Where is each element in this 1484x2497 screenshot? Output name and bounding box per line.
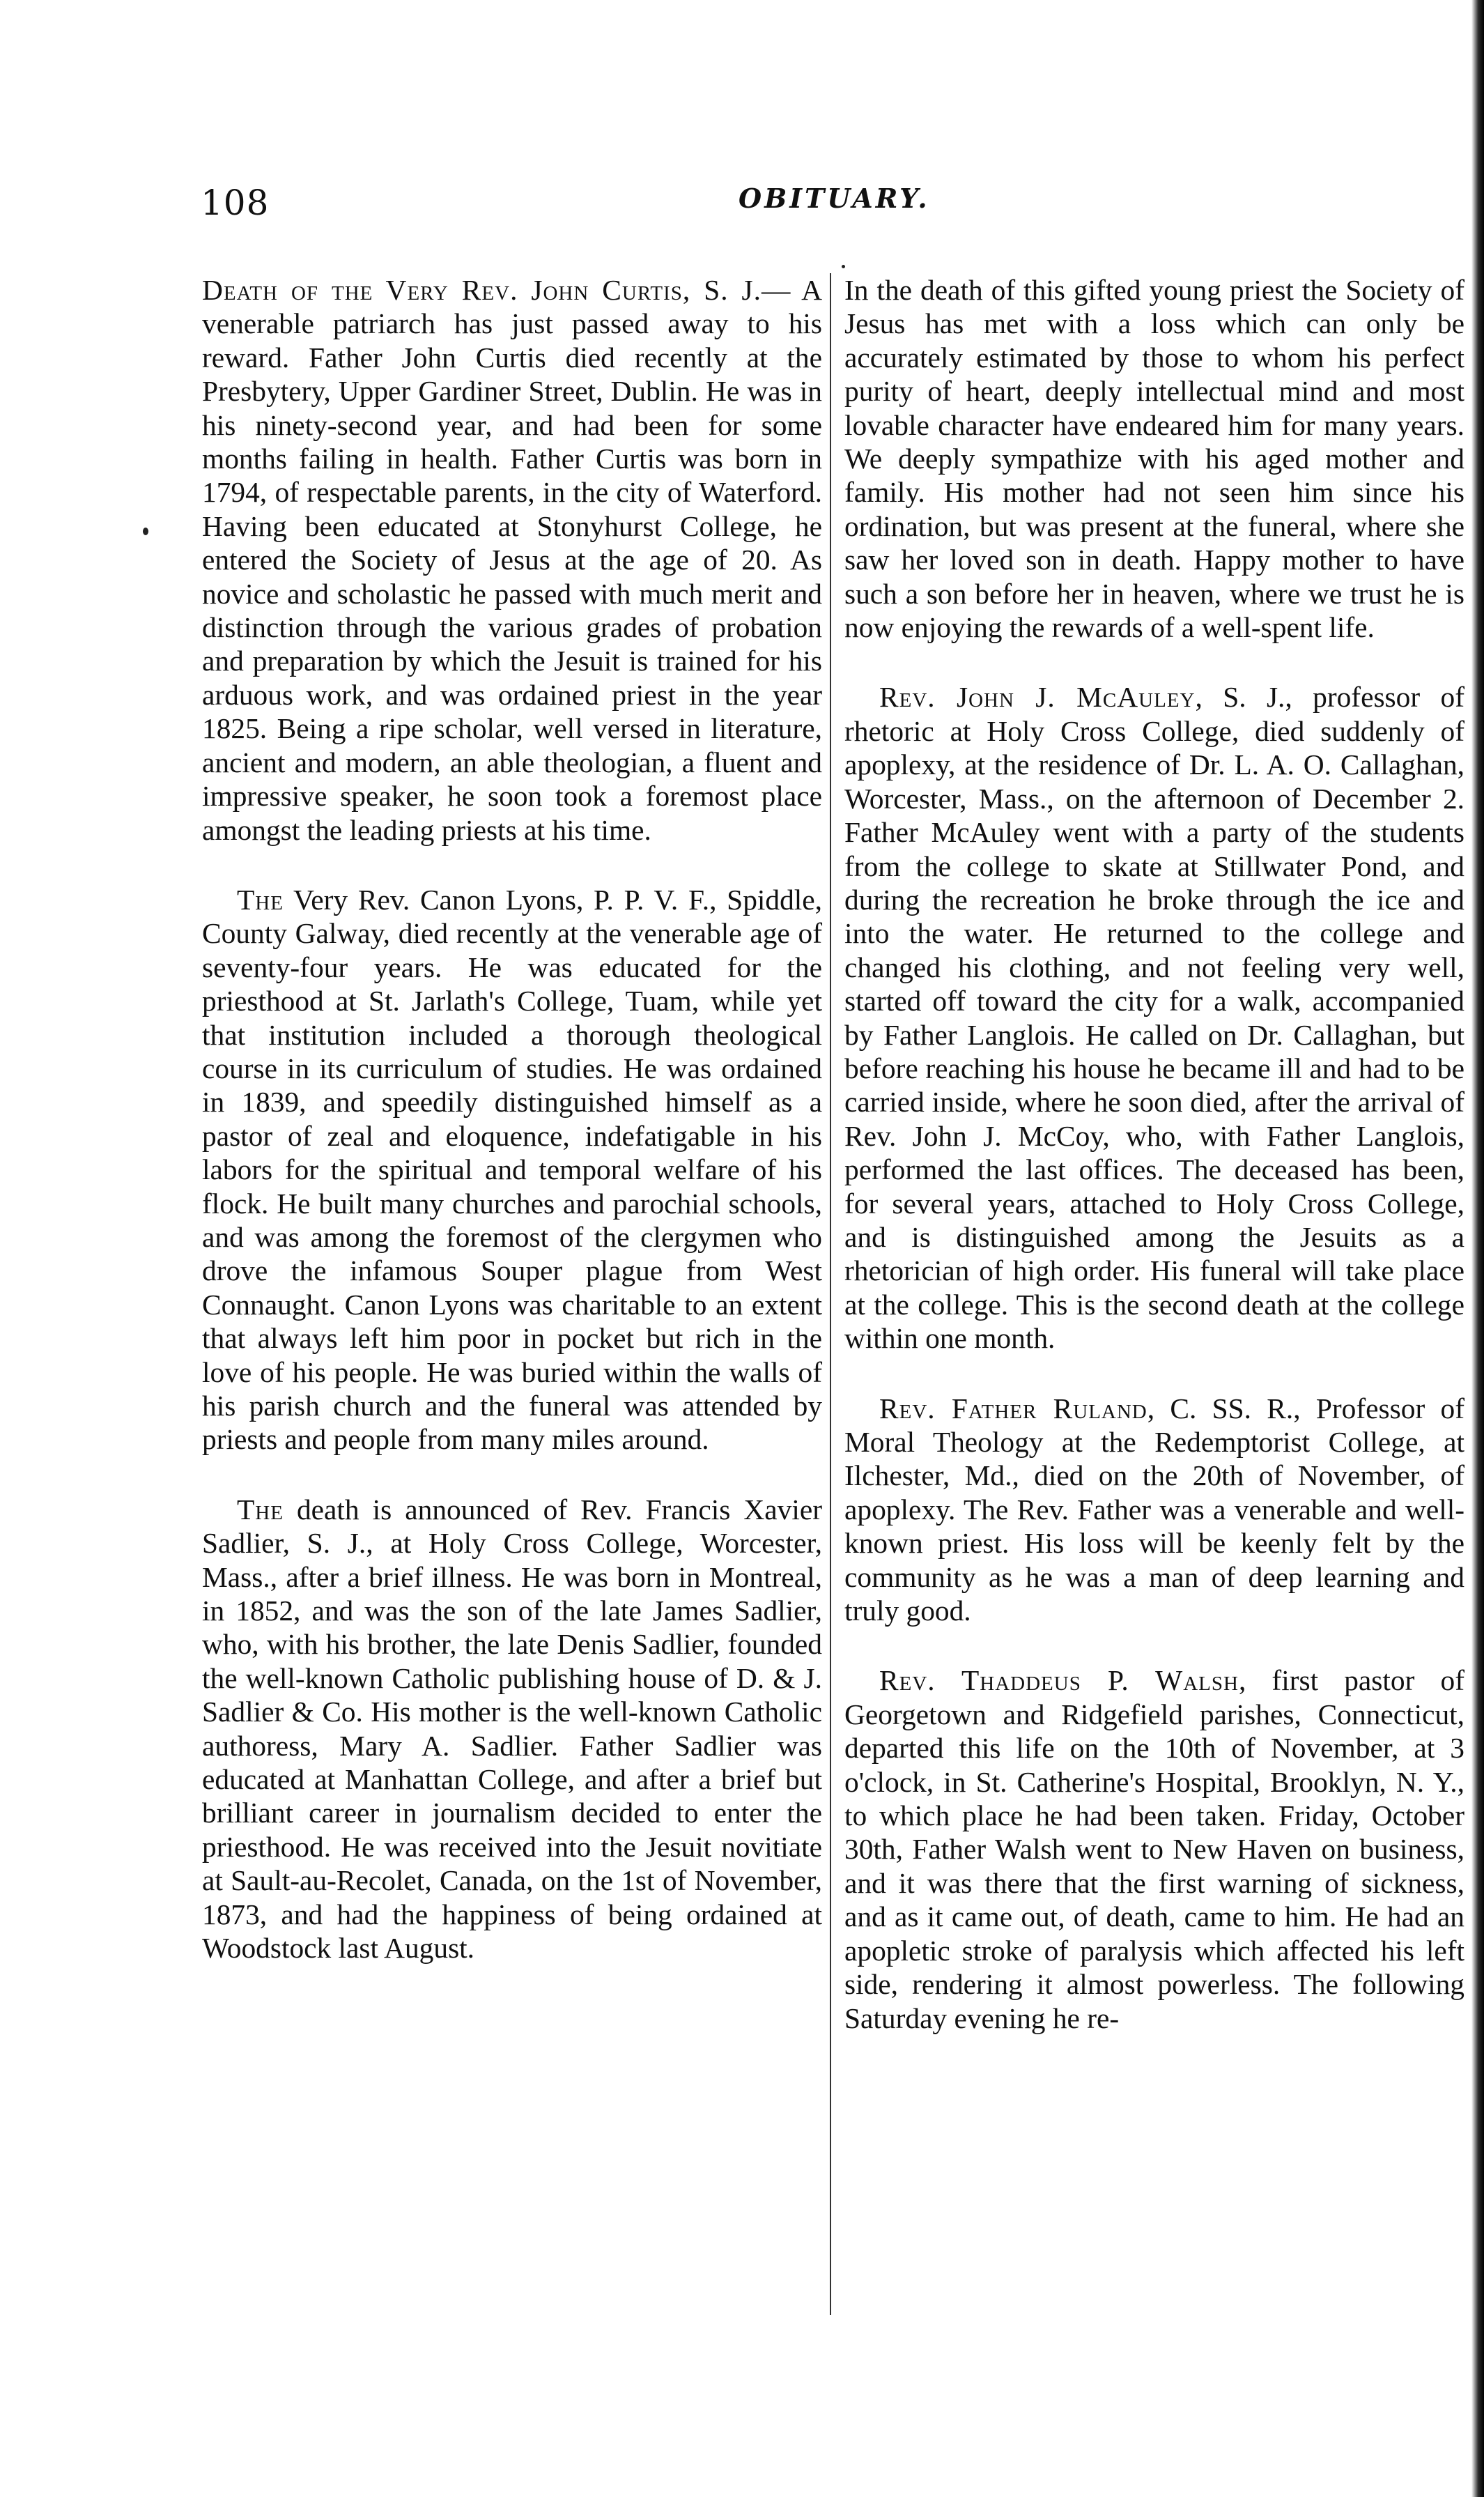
item-lead: Rev. John J. McAuley <box>879 681 1196 714</box>
right-column <box>844 273 1464 2035</box>
page-edge-shadow <box>1471 0 1484 2497</box>
item-text: , first pastor of Georgetown and Ridgefield parishes, Connecticut, departed this life on the 10th of November, at 3 o'clock, in St. Catherine's Hospital, Brooklyn, N. Y., to which place he had been taken. Friday, October 30th, Father Walsh went to New Haven on business, and it was there that the first warning of sickness, and as it came out, of death, came to him. He had an apopletic stroke of paralysis which affected his left side, rendering it almost powerless. The following Saturday evening he re- <box>844 1664 1464 2034</box>
obituary-ruland <box>844 1392 1464 1628</box>
left-column <box>202 273 822 1965</box>
running-head-title: OBITUARY. <box>739 183 930 214</box>
item-text: In the death of this gifted young priest the Society of Jesus has met with a loss which can only be accurately estimated by those to whom his perfect purity of heart, deeply intellectual mind and most lovable character have endeared him for many years. We deeply sympathize with his aged mother and family. His mother had not seen him since his ordination, but was present at the funeral, where she saw her loved son in death. Happy mother to have such a son before her in heaven, where we trust he is now enjoying the rewards of a well-spent life. <box>844 274 1464 644</box>
item-text: death is announced of Rev. Francis Xavier Sadlier, S. J., at Holy Cross College, Worcester, Mass., after a brief illness. He was born in Montreal, in 1852, and was the son of the late James Sadlier, who, with his brother, the late Denis Sadlier, founded the well-known Catholic publishing house of D. & J. Sadlier & Co. His mother is the well-known Catholic authoress, Mary A. Sadlier. Father Sadlier was educated at Manhattan College, and after a brief but brilliant career in journalism decided to enter the priesthood. He was received into the Jesuit novitiate at Sault-au-Recolet, Canada, on the 1st of November, 1873, and had the happiness of being ordained at Woodstock last August. <box>202 1493 822 1965</box>
item-text: , S. J., professor of rhetoric at Holy Cross College, died suddenly of apoplexy, at the residence of Dr. L. A. O. Callaghan, Worcester, Mass., on the afternoon of December 2. Father McAuley went with a party of the students from the college to skate at Stillwater Pond, and during the recreation he broke through the ice and into the water. He returned to the college and changed his clothing, and not feeling very well, started off toward the city for a walk, accompanied by Father Langlois. He called on Dr. Callaghan, but before reaching his house he became ill and had to be carried inside, where he soon died, after the arrival of Rev. John J. McCoy, who, with Father Langlois, performed the last offices. The deceased has been, for several years, attached to Holy Cross College, and is distinguished among the Jesuits as a rhetorician of high order. His funeral will take place at the college. This is the second death at the college within one month. <box>844 681 1464 1355</box>
obituary-sadlier-continued <box>844 273 1464 644</box>
item-text: Very Rev. Canon Lyons, P. P. V. F., Spiddle, County Galway, died recently at the venerable age of seventy-four years. He was educated for the priesthood at St. Jarlath's College, Tuam, while yet that institution included a thorough theological course in its curriculum of studies. He was ordained in 1839, and speedily distinguished himself as a pastor of zeal and eloquence, indefatigable in his labors for the spiritual and temporal welfare of his flock. He built many churches and parochial schools, and was among the foremost of the clergymen who drove the infamous Souper plague from West Connaught. Canon Lyons was charitable to an extent that always left him poor in pocket but rich in the love of his people. He was buried within the walls of his parish church and the funeral was attended by priests and people from many miles around. <box>202 883 822 1456</box>
print-speck <box>842 265 845 268</box>
obituary-lyons <box>202 883 822 1457</box>
print-speck <box>143 528 148 535</box>
item-lead: The <box>237 1493 284 1526</box>
item-text: — A venerable patriarch has just passed away to his reward. Father John Curtis died recently at the Presbytery, Upper Gardiner Street, Dublin. He was in his ninety-second year, and had been for some months failing in health. Father Curtis was born in 1794, of respectable parents, in the city of Waterford. Having been educated at Stonyhurst College, he entered the Society of Jesus at the age of 20. As novice and scholastic he passed with much merit and distinction through the various grades of probation and preparation by which the Jesuit is trained for his arduous work, and was ordained priest in the year 1825. Being a ripe scholar, well versed in literature, ancient and modern, an able theologian, a fluent and impressive speaker, he soon took a foremost place amongst the leading priests at his time. <box>202 274 822 846</box>
obituary-mcauley <box>844 680 1464 1355</box>
obituary-walsh <box>844 1664 1464 2034</box>
item-lead: The <box>237 883 284 916</box>
obituary-sadlier <box>202 1493 822 1965</box>
obituary-curtis <box>202 273 822 847</box>
item-lead: Rev. Thaddeus P. Walsh <box>879 1664 1239 1697</box>
item-text: , C. SS. R., Professor of Moral Theology at the Redemptorist College, at Ilchester, Md., died on the 20th of November, of apoplexy. The Rev. Father was a venerable and well-known priest. His loss will be keenly felt by the community as he was a man of deep learning and truly good. <box>844 1392 1464 1627</box>
column-divider <box>830 273 831 2315</box>
item-lead: Death of the Very Rev. John Curtis, S. J. <box>202 274 762 306</box>
page-number: 108 <box>201 183 270 223</box>
item-lead: Rev. Father Ruland <box>879 1392 1147 1424</box>
